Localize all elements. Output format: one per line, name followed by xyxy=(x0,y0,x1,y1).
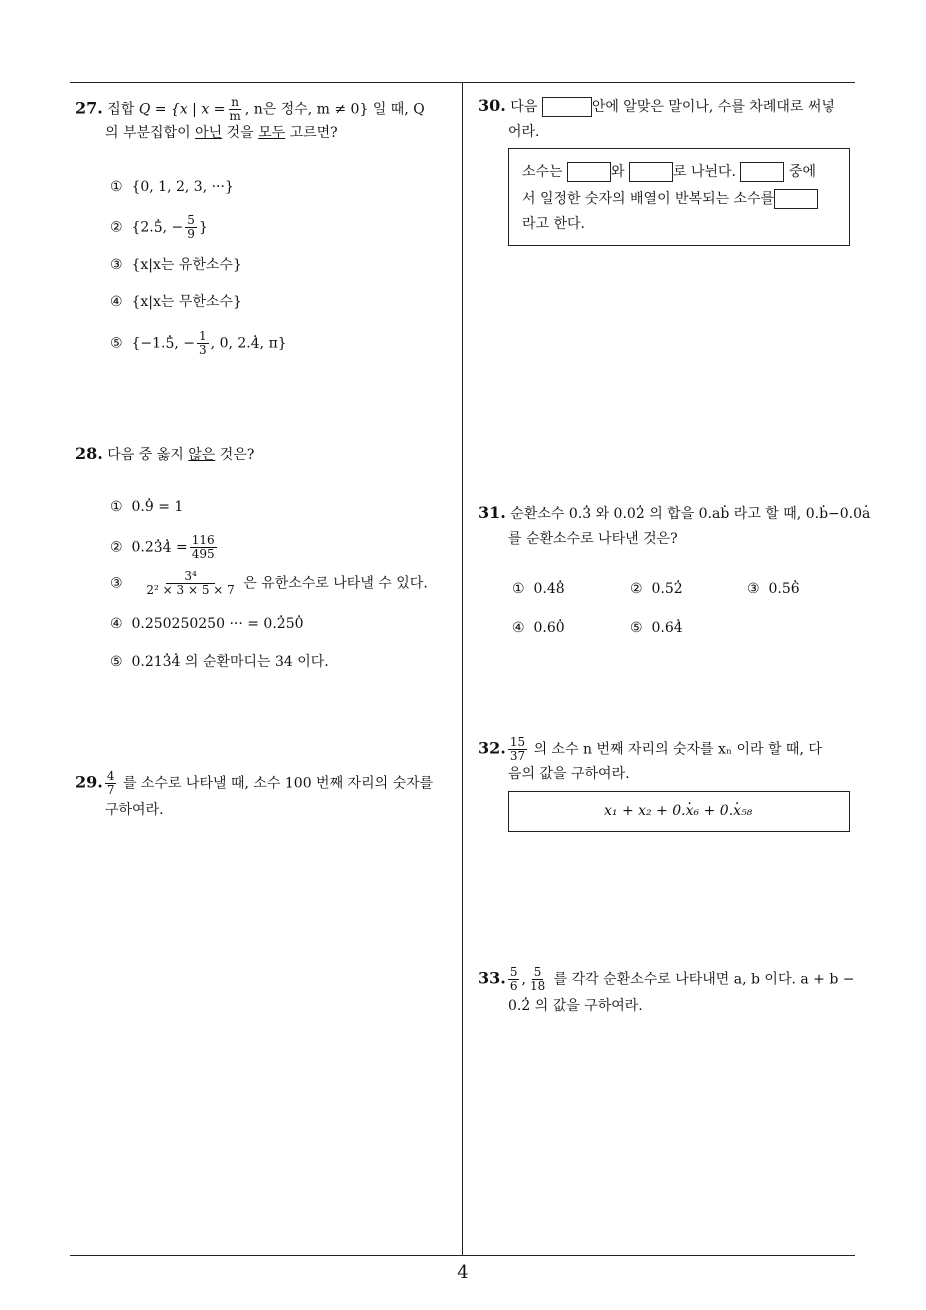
page-number: 4 xyxy=(457,1262,469,1283)
box-line-2: 서 일정한 숫자의 배열이 반복되는 소수를 xyxy=(522,189,818,209)
blank-box[interactable] xyxy=(542,97,592,117)
bottom-rule xyxy=(70,1255,855,1256)
question-30-stem-line2: 어라. xyxy=(508,124,540,140)
question-number: 31. xyxy=(478,503,506,522)
choice-4[interactable]: ④ {x|x는 무한소수} xyxy=(110,294,242,310)
question-number: 33. xyxy=(478,968,506,988)
choice-1[interactable]: ① 0.9 · = 1 xyxy=(110,497,183,517)
question-number: 28. xyxy=(75,444,103,463)
question-number: 32. xyxy=(478,738,506,758)
expression: x₁ + x₂ + 0.x ·₆ + 0.x ·₅₈ xyxy=(604,801,752,821)
question-32-stem: 32. $\frac{15}{37}$ 의 소수 n 번째 자리의 숫자를 xₙ 이라 할 때, 다 xyxy=(478,735,822,763)
box-line-1: 소수는 와 로 나뉜다. 중에 xyxy=(522,164,816,180)
question-30-stem: 30. 다음 안에 알맞은 말이나, 수를 차례대로 써넣 xyxy=(478,96,835,115)
question-32-stem-line2: 음의 값을 구하여라. xyxy=(508,766,630,782)
question-number: 27. xyxy=(75,98,103,118)
question-29-stem: 29. $\frac{4}{7}$ 를 소수로 나타낼 때, 소수 100 번째 자리의 숫자를 xyxy=(75,769,434,797)
choice-3[interactable]: ③ $\frac{\text{3⁴}}{\text{2² × 3 × 5 × 7}}$ 은 유한소수로 나타낼 수 있다. xyxy=(110,569,428,597)
question-number: 30. xyxy=(478,96,506,115)
question-29-stem-line2: 구하여라. xyxy=(105,802,164,818)
choice-5[interactable]: ⑤ {−1.5 ·, − $\frac{1}{3}$ , 0, 2.4 ·, π} xyxy=(110,330,287,357)
blank-box[interactable] xyxy=(629,162,673,182)
choice-2[interactable]: ② {2.5 ·, − $\frac{5}{9}$ } xyxy=(110,214,208,241)
choice-2[interactable]: ② 0.52 · xyxy=(630,579,683,599)
question-27-stem-line2: 의 부분집합이 아닌 것을 모두 고르면? xyxy=(105,125,338,141)
fraction: $\frac{n}{m}$ xyxy=(229,95,241,123)
blank-box[interactable] xyxy=(774,189,818,209)
blank-box[interactable] xyxy=(740,162,784,182)
question-33-stem-line2: 0.2 · 의 값을 구하여라. xyxy=(508,996,643,1016)
choice-1[interactable]: ① 0.48 · xyxy=(512,579,565,599)
question-33-stem: 33. $\frac{5}{6}$ , $\frac{5}{18}$ 를 각각 순환소수로 나타내면 a, b 이다. a + b − xyxy=(478,965,855,993)
choice-1[interactable]: ① {0, 1, 2, 3, ···} xyxy=(110,179,234,195)
column-divider xyxy=(462,82,463,1256)
choice-5[interactable]: ⑤ 0.64 · xyxy=(630,618,683,638)
question-28-stem: 28. 다음 중 옳지 않은 것은? xyxy=(75,444,255,463)
choice-5[interactable]: ⑤ 0.213 ·4 · 의 순환마디는 34 이다. xyxy=(110,652,329,672)
question-27-stem: 27. 집합 Q = {x | x = $\frac{n}{m}$ , n은 정수, m ≠ 0} 일 때, Q xyxy=(75,95,425,123)
choice-3[interactable]: ③ 0.56 · xyxy=(747,579,800,599)
choice-2[interactable]: ② 0.23 ·4 · = $\frac{116}{495}$ xyxy=(110,534,219,561)
question-31-stem: 31. 순환소수 0.3 · 와 0.02 · 의 합을 0.ab · 라고 할 때, 0.b ·−0.0a · xyxy=(478,503,870,524)
choice-4[interactable]: ④ 0.250250250 ··· = 0.2 ·50 · xyxy=(110,614,304,634)
question-31-stem-line2: 를 순환소수로 나타낸 것은? xyxy=(508,531,678,547)
choice-4[interactable]: ④ 0.60 · xyxy=(512,618,565,638)
choice-3[interactable]: ③ {x|x는 유한소수} xyxy=(110,257,242,273)
blank-box[interactable] xyxy=(567,162,611,182)
question-number: 29. xyxy=(75,772,103,792)
box-line-3: 라고 한다. xyxy=(522,216,585,232)
